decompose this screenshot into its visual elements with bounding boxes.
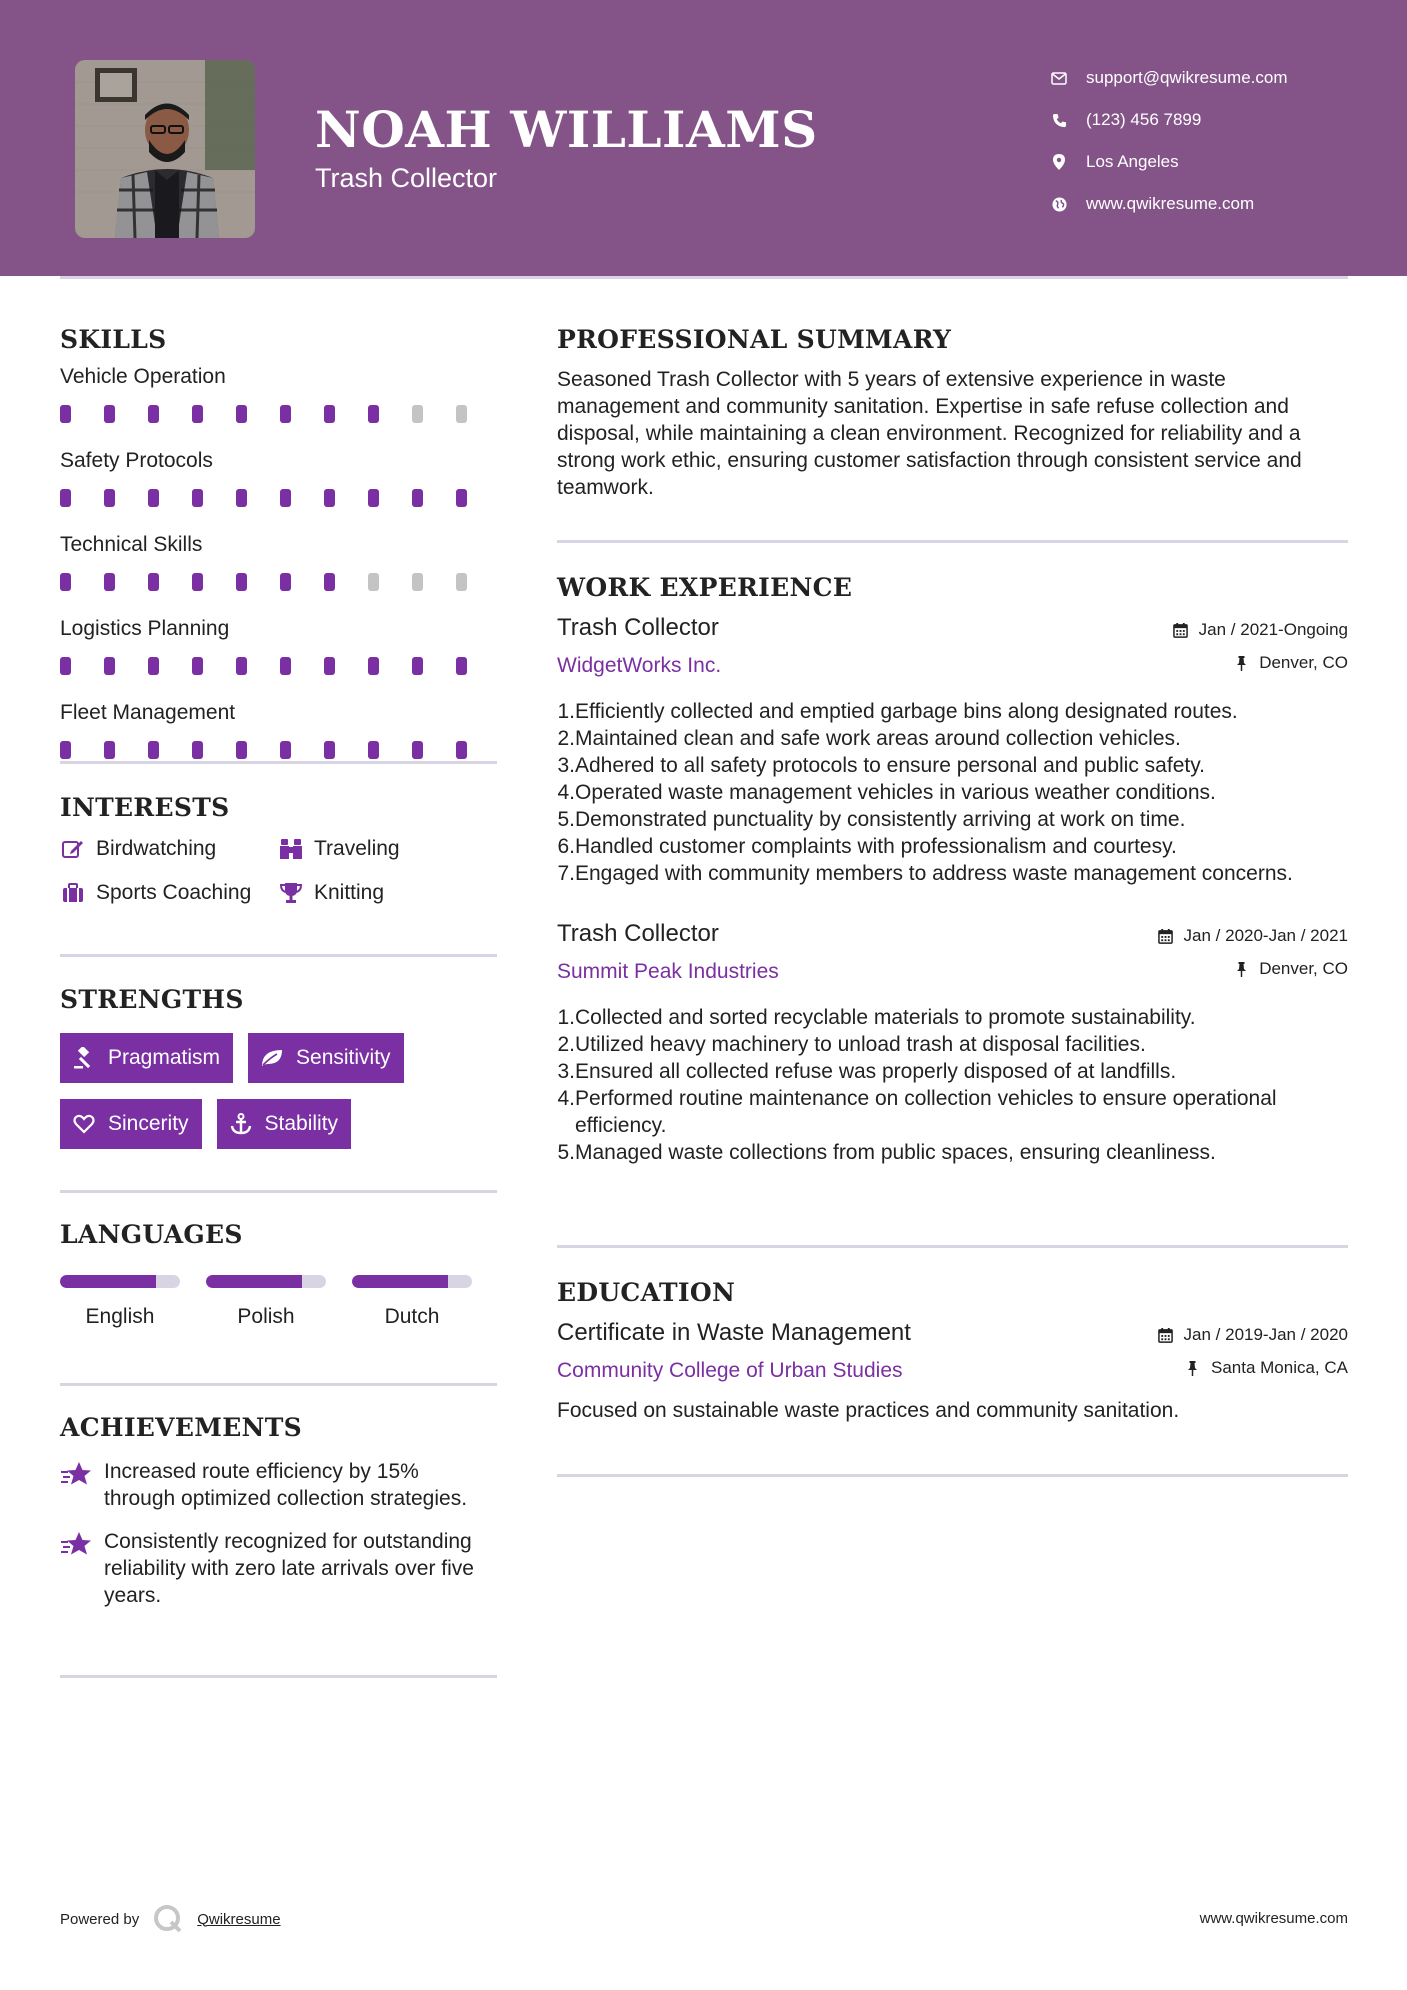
rating-dot-filled (148, 657, 159, 675)
strengths-list (60, 1033, 460, 1149)
education-school: Community College of Urban Studies (557, 1359, 903, 1382)
rating-dot-filled (368, 489, 379, 507)
rating-dot-filled (280, 573, 291, 591)
skills-list (60, 365, 500, 774)
section-divider (557, 540, 1348, 543)
language-level-fill (60, 1275, 156, 1288)
contact-location (1050, 141, 1370, 183)
list-number: 1. (557, 1006, 575, 1029)
star-badge-icon (60, 1460, 94, 1488)
rating-dot-filled (236, 657, 247, 675)
language-level-bar (206, 1275, 326, 1288)
languages-list (60, 1275, 500, 1329)
anchor-icon (229, 1112, 253, 1136)
rating-dot-filled (148, 489, 159, 507)
contact-website-text: www.qwikresume.com (1086, 194, 1255, 213)
job-date-text: Jan / 2020-Jan / 2021 (1183, 926, 1348, 945)
rating-dot-filled (60, 489, 71, 507)
contact-email[interactable] (1050, 57, 1370, 99)
section-divider (557, 1245, 1348, 1248)
interests-section (60, 793, 500, 906)
interest-label: Traveling (314, 837, 400, 860)
phone-icon (1050, 111, 1068, 129)
rating-dot-filled (192, 405, 203, 423)
strength-label: Sensitivity (296, 1046, 391, 1069)
pushpin-icon (1233, 655, 1249, 671)
powered-by-label: Powered by (60, 1910, 140, 1928)
contact-location-text: Los Angeles (1086, 152, 1179, 171)
job-header (557, 920, 1348, 990)
list-item (557, 752, 1348, 779)
rating-dot-filled (148, 741, 159, 759)
rating-dot-filled (236, 741, 247, 759)
rating-dot-filled (412, 741, 423, 759)
list-number: 5. (557, 808, 575, 831)
achievement-item (60, 1458, 500, 1512)
list-number: 4. (557, 1087, 575, 1110)
language-level-fill (352, 1275, 448, 1288)
star-badge-icon (60, 1530, 94, 1558)
page-footer (60, 1896, 1348, 1936)
list-item-text: Managed waste collections from public spaces, ensuring cleanliness. (575, 1141, 1216, 1164)
rating-dot-empty (456, 573, 467, 591)
education-description: Focused on sustainable waste practices and community sanitation. (557, 1399, 1180, 1422)
rating-dot-filled (324, 489, 335, 507)
achievement-text: Increased route efficiency by 15% through optimized collection strategies. (104, 1460, 468, 1510)
rating-dot-filled (324, 573, 335, 591)
rating-dot-filled (280, 741, 291, 759)
list-item (557, 1139, 1348, 1166)
interest-item (278, 880, 478, 906)
list-item-text: Demonstrated punctuality by consistently arriving at work on time. (575, 808, 1186, 831)
rating-dot-filled (148, 573, 159, 591)
strengths-section (60, 985, 500, 1149)
skill-label: Vehicle Operation (60, 365, 226, 388)
rating-dot-filled (192, 489, 203, 507)
skill-rating (60, 657, 500, 675)
job-responsibilities (557, 698, 1348, 887)
skill-label: Safety Protocols (60, 449, 213, 472)
skill-rating (60, 489, 500, 507)
education-heading: EDUCATION (557, 1278, 736, 1307)
strength-badge (60, 1033, 233, 1083)
rating-dot-filled (104, 405, 115, 423)
rating-dot-empty (456, 405, 467, 423)
job-entry (557, 920, 1348, 1166)
education-date-text: Jan / 2019-Jan / 2020 (1183, 1325, 1348, 1344)
list-item-text: Utilized heavy machinery to unload trash at disposal facilities. (575, 1033, 1146, 1056)
section-divider (60, 1383, 497, 1386)
rating-dot-filled (456, 657, 467, 675)
job-entry (557, 614, 1348, 887)
strength-label: Sincerity (108, 1112, 189, 1135)
language-item (60, 1275, 206, 1329)
achievements-section (60, 1413, 500, 1625)
skills-section (60, 325, 500, 774)
list-item-text: Engaged with community members to address waste management concerns. (575, 862, 1293, 885)
job-title: Trash Collector (557, 614, 719, 641)
calendar-icon (1158, 928, 1174, 944)
gavel-icon (72, 1046, 96, 1070)
rating-dot-filled (412, 489, 423, 507)
qwikresume-logo-icon (153, 1904, 183, 1934)
list-item-text: Adhered to all safety protocols to ensure personal and public safety. (575, 754, 1205, 777)
section-divider (60, 954, 497, 957)
candidate-name: NOAH WILLIAMS (315, 100, 818, 159)
language-label: English (85, 1305, 155, 1328)
skill-item (60, 449, 500, 522)
summary-heading: PROFESSIONAL SUMMARY (557, 325, 952, 354)
section-divider (60, 1675, 497, 1678)
skill-item (60, 365, 500, 438)
strength-badge (217, 1099, 352, 1149)
achievements-list (60, 1458, 500, 1609)
rating-dot-filled (324, 657, 335, 675)
jobs-list (557, 614, 1348, 1166)
list-item (557, 725, 1348, 752)
list-item (557, 1004, 1348, 1031)
achievements-heading: ACHIEVEMENTS (60, 1413, 302, 1442)
job-location-text: Denver, CO (1259, 653, 1348, 672)
job-location (1233, 653, 1348, 673)
profile-photo (75, 60, 255, 238)
language-level-bar (352, 1275, 472, 1288)
contact-list (1050, 57, 1370, 225)
rating-dot-filled (368, 405, 379, 423)
list-number: 2. (557, 1033, 575, 1056)
list-item-text: Maintained clean and safe work areas around collection vehicles. (575, 727, 1181, 750)
education-date (1158, 1325, 1348, 1345)
list-item (557, 698, 1348, 725)
education-location-text: Santa Monica, CA (1210, 1358, 1348, 1377)
job-date (1158, 926, 1348, 946)
list-item-text: Efficiently collected and emptied garbage bins along designated routes. (575, 700, 1238, 723)
achievement-text: Consistently recognized for outstanding reliability with zero late arrivals over five years. (104, 1530, 474, 1607)
mail-icon (1050, 69, 1068, 87)
list-item-text: Collected and sorted recyclable materials to promote sustainability. (575, 1006, 1196, 1029)
rating-dot-filled (192, 657, 203, 675)
rating-dot-filled (104, 741, 115, 759)
rating-dot-filled (368, 657, 379, 675)
list-item-text: Operated waste management vehicles in various weather conditions. (575, 781, 1216, 804)
rating-dot-filled (236, 573, 247, 591)
footer-website[interactable]: www.qwikresume.com (1199, 1910, 1348, 1927)
skill-rating (60, 573, 500, 591)
rating-dot-filled (104, 573, 115, 591)
job-date (1173, 620, 1348, 640)
achievement-item (60, 1528, 500, 1609)
work-heading: WORK EXPERIENCE (557, 573, 853, 602)
interest-item (60, 836, 278, 862)
education-degree: Certificate in Waste Management (557, 1319, 911, 1346)
language-item (352, 1275, 498, 1329)
job-company: WidgetWorks Inc. (557, 654, 722, 677)
resume-header (0, 0, 1407, 276)
job-location-text: Denver, CO (1259, 959, 1348, 978)
list-number: 2. (557, 727, 575, 750)
rating-dot-filled (192, 573, 203, 591)
list-number: 5. (557, 1141, 575, 1164)
list-number: 4. (557, 781, 575, 804)
list-item-text: Performed routine maintenance on collection vehicles to ensure operational efficiency. (575, 1087, 1277, 1137)
skill-rating (60, 741, 500, 759)
list-item-text: Ensured all collected refuse was properly disposed of at landfills. (575, 1060, 1177, 1083)
language-level-fill (206, 1275, 302, 1288)
rating-dot-filled (60, 573, 71, 591)
list-item (557, 833, 1348, 860)
interest-label: Sports Coaching (96, 881, 252, 904)
powered-by (60, 1904, 281, 1934)
job-date-text: Jan / 2021-Ongoing (1198, 620, 1348, 639)
skill-label: Logistics Planning (60, 617, 230, 640)
language-label: Dutch (384, 1305, 440, 1328)
map-pin-icon (1050, 153, 1068, 171)
rating-dot-filled (192, 741, 203, 759)
work-experience-section (557, 573, 1348, 1166)
briefcase-icon (60, 880, 86, 906)
trophy-icon (278, 880, 304, 906)
list-item (557, 1031, 1348, 1058)
interest-label: Birdwatching (96, 837, 217, 860)
pushpin-icon (1233, 961, 1249, 977)
rating-dot-filled (412, 657, 423, 675)
list-item (557, 1058, 1348, 1085)
list-number: 1. (557, 700, 575, 723)
education-location (1185, 1358, 1348, 1378)
languages-heading: LANGUAGES (60, 1220, 243, 1249)
list-number: 3. (557, 754, 575, 777)
list-item (557, 806, 1348, 833)
globe-icon (1050, 195, 1068, 213)
section-divider (557, 1474, 1348, 1477)
section-divider (60, 761, 497, 764)
list-number: 6. (557, 835, 575, 858)
list-item (557, 779, 1348, 806)
rating-dot-filled (104, 489, 115, 507)
rating-dot-empty (412, 405, 423, 423)
header-divider (60, 276, 1348, 279)
summary-text: Seasoned Trash Collector with 5 years of extensive experience in waste management and community sanitation. Expertise in safe refuse collection and disposal, while maintaining a clean environment. Recognized for reliability and a strong work ethic, ensuring customer satisfaction through consistent service and teamwork. (557, 368, 1302, 499)
strength-label: Stability (264, 1112, 339, 1135)
language-item (206, 1275, 352, 1329)
strength-label: Pragmatism (108, 1046, 221, 1069)
strengths-heading: STRENGTHS (60, 985, 244, 1014)
section-divider (60, 1190, 497, 1193)
job-company: Summit Peak Industries (557, 960, 779, 983)
skill-item (60, 533, 500, 606)
rating-dot-filled (60, 405, 71, 423)
rating-dot-filled (148, 405, 159, 423)
job-header (557, 614, 1348, 684)
list-number: 3. (557, 1060, 575, 1083)
list-number: 7. (557, 862, 575, 885)
binoculars-icon (278, 836, 304, 862)
education-section (557, 1278, 1348, 1424)
list-item (557, 860, 1348, 887)
interest-label: Knitting (314, 881, 385, 904)
strength-badge (248, 1033, 404, 1083)
rating-dot-filled (60, 657, 71, 675)
interests-list (60, 836, 500, 906)
pushpin-icon (1185, 1360, 1201, 1376)
pencil-square-icon (60, 836, 86, 862)
candidate-title: Trash Collector (315, 163, 498, 193)
skill-rating (60, 405, 500, 423)
heart-icon (72, 1112, 96, 1136)
rating-dot-filled (280, 489, 291, 507)
contact-phone-text: (123) 456 7899 (1086, 110, 1202, 129)
calendar-icon (1173, 622, 1189, 638)
rating-dot-filled (456, 741, 467, 759)
list-item-text: Handled customer complaints with professionalism and courtesy. (575, 835, 1177, 858)
rating-dot-filled (236, 489, 247, 507)
languages-section (60, 1220, 500, 1329)
contact-email-text: support@qwikresume.com (1086, 68, 1288, 87)
language-label: Polish (237, 1305, 295, 1328)
rating-dot-filled (324, 405, 335, 423)
interest-item (60, 880, 278, 906)
job-title: Trash Collector (557, 920, 719, 947)
contact-website[interactable] (1050, 183, 1370, 225)
interest-item (278, 836, 478, 862)
interests-heading: INTERESTS (60, 793, 230, 822)
rating-dot-empty (412, 573, 423, 591)
rating-dot-filled (236, 405, 247, 423)
skill-item (60, 617, 500, 690)
education-entry (557, 1319, 1348, 1389)
rating-dot-filled (280, 405, 291, 423)
rating-dot-empty (368, 573, 379, 591)
rating-dot-filled (104, 657, 115, 675)
rating-dot-filled (368, 741, 379, 759)
qwikresume-link[interactable]: Qwikresume (197, 1910, 281, 1928)
strength-badge (60, 1099, 202, 1149)
skill-label: Fleet Management (60, 701, 236, 724)
rating-dot-filled (280, 657, 291, 675)
rating-dot-filled (456, 489, 467, 507)
language-level-bar (60, 1275, 180, 1288)
rating-dot-filled (324, 741, 335, 759)
list-item (557, 1085, 1348, 1139)
skills-heading: SKILLS (60, 325, 167, 354)
contact-phone[interactable] (1050, 99, 1370, 141)
leaf-icon (260, 1046, 284, 1070)
calendar-icon (1158, 1327, 1174, 1343)
job-responsibilities (557, 1004, 1348, 1166)
skill-label: Technical Skills (60, 533, 203, 556)
rating-dot-filled (60, 741, 71, 759)
summary-section (557, 325, 1357, 501)
job-location (1233, 959, 1348, 979)
